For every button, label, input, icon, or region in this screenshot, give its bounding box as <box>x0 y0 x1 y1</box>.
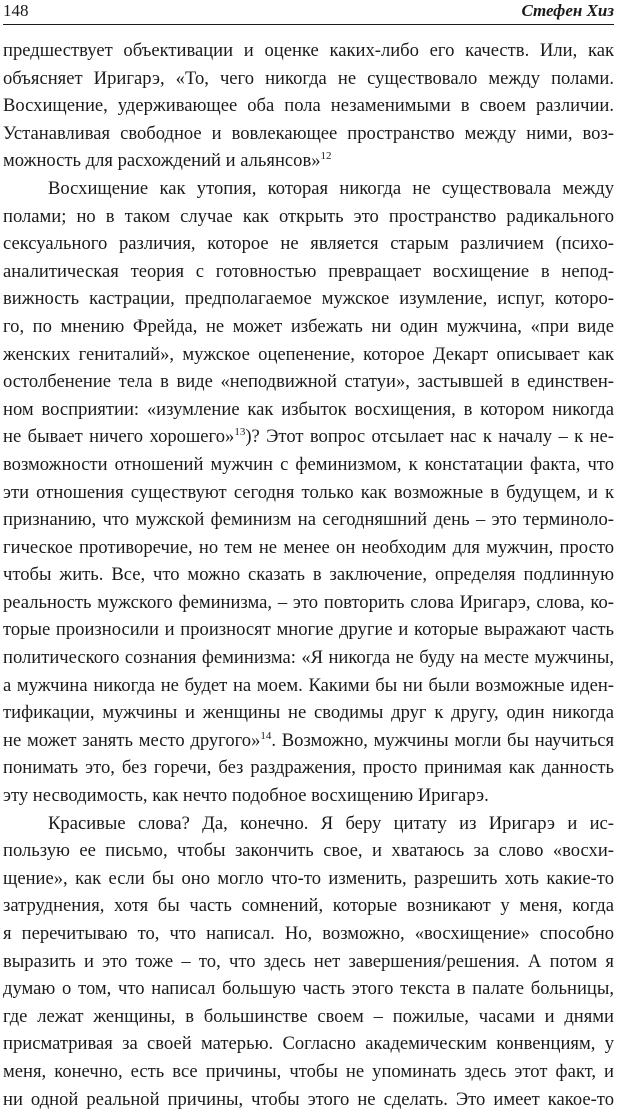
text-line <box>3 727 614 755</box>
paragraph <box>3 175 614 810</box>
text-line: Устанавливая свободное и вовлекающее пространство между ними, воз- <box>3 122 614 144</box>
text-line: сексуального различия, которое не является старым различием (психо- <box>3 233 614 255</box>
text-line: выразить и это тоже – то, что здесь нет завершения/решения. А потом я <box>3 950 614 972</box>
text-line <box>3 423 614 451</box>
text-line: остолбенение тела в виде «неподвижной статуи», застывшей в единствен- <box>3 371 614 393</box>
text-line: политического сознания феминизма: «Я никогда не буду на месте мужчины, <box>3 647 614 669</box>
text-line: вижность кастрации, предполагаемое мужское изумление, испуг, которо- <box>3 288 614 310</box>
footnote-ref: 12 <box>320 150 332 163</box>
text-line: торые произносили и произносят многие другие и которые выражают часть <box>3 619 614 641</box>
text-line: щение», как если бы оно могло что-то изменить, разрешить хоть какие-то <box>3 867 614 889</box>
text-line: объясняет Иригарэ, «То, чего никогда не существовало между полами. <box>3 67 614 89</box>
text-line: признанию, что мужской феминизм на сегодняшний день – это терминоло- <box>3 509 614 531</box>
footnote-ref: 14 <box>260 729 272 742</box>
text-segment: )? Этот вопрос отсылает нас к началу – к не- <box>245 426 614 448</box>
text-segment: не может занять место другого» <box>3 729 261 751</box>
text-line: женских гениталий», мужское оцепенение, которое Декарт описывает как <box>3 343 614 365</box>
text-segment: . Возможно, мужчины могли бы научиться <box>271 729 614 751</box>
running-head-author: Стефен Хиз <box>521 1 614 20</box>
paragraph <box>3 37 614 175</box>
text-line: тификации, мужчины и женщины не сводимы друг к другу, один никогда <box>3 702 614 724</box>
text-line: Восхищение, удерживающее оба пола незаменимыми в своем различии. <box>3 95 614 117</box>
text-line: эту несводимость, как нечто подобное восхищению Иригарэ. <box>3 785 489 807</box>
text-line: присматривая за своей матерью. Согласно академическим конвенциям, у <box>3 1033 614 1055</box>
header-rule <box>3 24 614 25</box>
text-line: гическое противоречие, но тем не менее он необходим для мужчин, просто <box>3 536 614 558</box>
text-line <box>3 147 614 175</box>
text-line: чтобы жить. Все, что можно сказать в заключение, определяя подлинную <box>3 564 614 586</box>
text-line: затруднения, хотя бы часть сомнений, которые возникают у меня, когда <box>3 895 614 917</box>
text-line: полами; но в таком случае как открыть это пространство радикального <box>3 205 614 227</box>
body-text <box>3 37 614 1113</box>
text-line: Красивые слова? Да, конечно. Я беру цитату из Иригарэ и ис- <box>48 812 614 834</box>
footnote-ref: 13 <box>234 426 246 439</box>
text-line: предшествует объективации и оценке каких-либо его качеств. Или, как <box>3 40 614 61</box>
text-line: возможности отношений мужчин с феминизмом, к констатации факта, что <box>3 453 614 475</box>
text-line: а мужчина никогда не будет на моем. Какими бы ни были возможные иден- <box>3 674 614 696</box>
text-line: где лежат женщины, в большинстве своем – пожилые, часами и днями <box>3 1005 614 1027</box>
text-line: меня, конечно, есть все причины, чтобы не упоминать здесь этот факт, и <box>3 1060 614 1082</box>
text-line: аналитическая теория с готовностью превращает восхищение в непод- <box>3 260 614 282</box>
text-line: понимать это, без горечи, без раздражения, просто принимая как данность <box>3 757 614 779</box>
text-line: ни одной реальной причины, чтобы этого не сделать. Это имеет какое-то <box>3 1088 614 1110</box>
text-line: го, по мнению Фрейда, не может избежать ни один мужчина, «при виде <box>3 315 614 337</box>
page-header <box>3 0 614 22</box>
text-segment: можность для расхождений и альянсов» <box>3 150 321 172</box>
page-number: 148 <box>3 1 29 20</box>
text-line: думаю о том, что написал большую часть этого текста в палате больницы, <box>3 978 614 1000</box>
text-line: эти отношения существуют сегодня только как возможные в будущем, и к <box>3 481 614 503</box>
text-line: Восхищение как утопия, которая никогда не существовала между <box>48 177 614 199</box>
text-line: пользую ее письмо, чтобы закончить свое, и хватаюсь за слово «восхи- <box>3 840 614 862</box>
text-line: ном восприятии: «изумление как избыток восхищения, в котором никогда <box>3 398 614 420</box>
paragraph <box>3 810 614 1113</box>
text-line: я перечитываю то, что написал. Но, возможно, «восхищение» способно <box>3 923 614 944</box>
text-line: реальность мужского феминизма, – это повторить слова Иригарэ, слова, ко- <box>3 591 614 613</box>
text-segment: не бывает ничего хорошего» <box>3 426 235 448</box>
